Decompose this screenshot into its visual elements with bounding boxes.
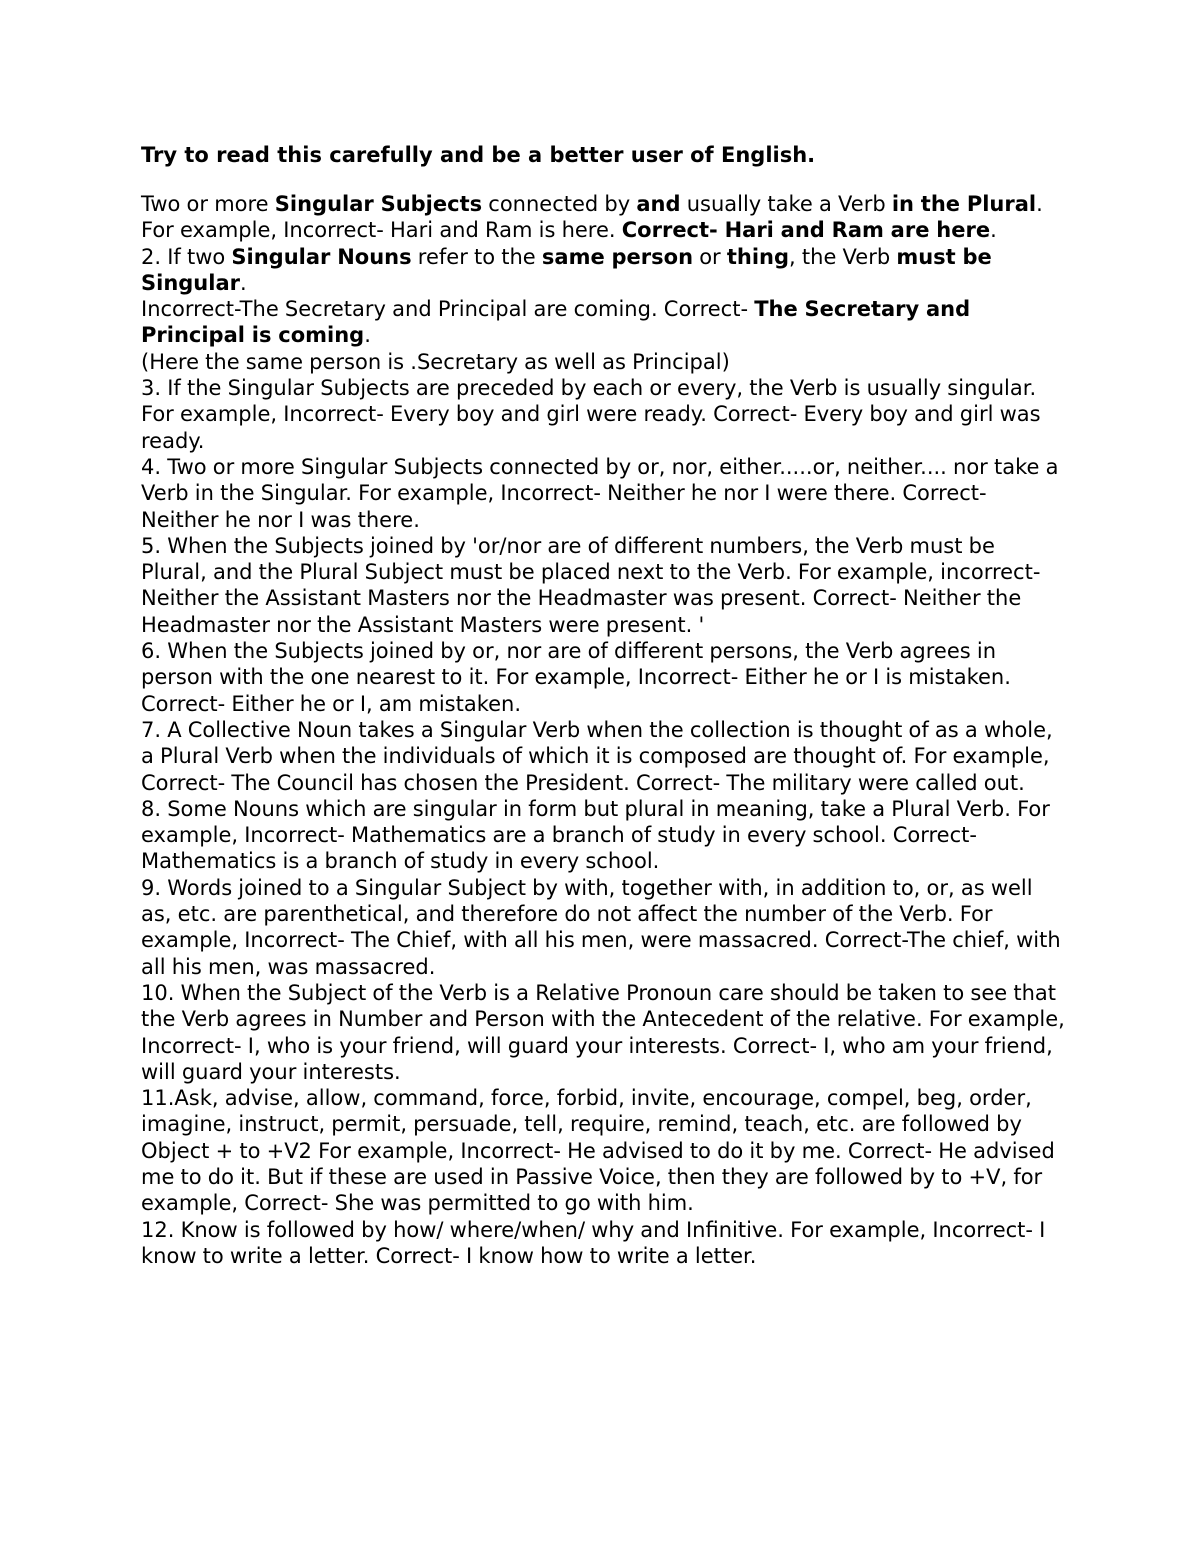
text-segment: 5. When the Subjects joined by 'or/nor are of different numbers, the Verb must be Plural, and the Plural Subject must be placed next to the Verb. For example, incorrect- Neither the Assistant Masters nor the Headmaster was present. Correct- Neither the Headmaster nor the Assistant Masters were present. ' — [141, 533, 1041, 637]
paragraph-rule-2 — [141, 244, 1066, 297]
text-segment: For example, Incorrect- Every boy and girl were ready. Correct- Every boy and girl was ready. — [141, 402, 1041, 453]
text-segment: 2. If two — [141, 244, 232, 269]
bold-text: same person — [541, 244, 694, 269]
paragraph-rule-12 — [141, 1217, 1066, 1270]
text-segment: usually take a Verb — [680, 192, 892, 216]
text-segment: . — [239, 270, 247, 295]
paragraph-rule-2-note — [141, 349, 1066, 375]
bold-text: Singular Nouns — [231, 244, 412, 269]
paragraph-rule-2-example — [141, 296, 1066, 349]
paragraph-rule-7 — [141, 717, 1066, 796]
paragraph-rule-3-example — [141, 401, 1066, 454]
paragraph-rule-1-example — [141, 217, 1066, 243]
paragraph-rule-9 — [141, 875, 1066, 980]
text-segment: . — [1036, 192, 1043, 216]
text-segment: 6. When the Subjects joined by or, nor are of different persons, the Verb agrees in person with the one nearest to it. For example, Incorrect- Either he or I is mistaken. Correct- Either he or I, am mistaken. — [141, 639, 1011, 716]
text-segment: 10. When the Subject of the Verb is a Relative Pronoun care should be taken to see that the Verb agrees in Number and Person with the Antecedent of the relative. For example, Incorrect- I, who is your friend, will guard your interests. Correct- I, who am your friend, will guard your interests. — [141, 980, 1065, 1084]
paragraph-rule-3 — [141, 375, 1066, 401]
text-segment: For example, Incorrect- Hari and Ram is here. — [141, 218, 622, 243]
text-segment: (Here the same person is .Secretary as well as Principal) — [141, 349, 730, 374]
text-segment: , the Verb — [789, 244, 897, 269]
paragraph-rule-4 — [141, 454, 1066, 533]
document-body — [141, 191, 1066, 1269]
bold-text: must be Singular — [141, 244, 992, 295]
text-segment: 12. Know is followed by how/ where/when/ why and Infinitive. For example, Incorrect- I know to write a letter. Correct- I know how to write a letter. — [141, 1217, 1046, 1268]
paragraph-rule-11 — [141, 1085, 1066, 1216]
text-segment: . — [990, 218, 997, 243]
text-segment: 7. A Collective Noun takes a Singular Verb when the collection is thought of as a whole, a Plural Verb when the individuals of which it is composed are thought of. For example, Correct- The Council has chosen the President. Correct- The military were called out. — [141, 717, 1053, 795]
paragraph-rule-6 — [141, 638, 1066, 717]
paragraph-rule-10 — [141, 980, 1066, 1085]
bold-text: Singular Subjects — [274, 192, 483, 216]
bold-text: Correct- Hari and Ram are here — [621, 218, 991, 243]
text-segment: 4. Two or more Singular Subjects connected by or, nor, either.....or, neither.... nor take a Verb in the Singular. For example, Incorrect- Neither he nor I were there. Correct- Neither he nor I was there. — [141, 454, 1059, 532]
text-segment: Two or more — [141, 192, 275, 216]
paragraph-rule-5 — [141, 533, 1066, 638]
paragraph-rule-8 — [141, 796, 1066, 875]
bold-text: thing — [726, 244, 790, 269]
text-segment: . — [364, 323, 371, 348]
text-segment: 11.Ask, advise, allow, command, force, forbid, invite, encourage, compel, beg, order, imagine, instruct, permit, persuade, tell, require, remind, teach, etc. are followed by Object + to +V2 For example, Incorrect- He advised to do it by me. Correct- He advised me to do it. But if these are used in Passive Voice, then they are followed by to +V, for example, Correct- She was permitted to go with him. — [141, 1086, 1055, 1216]
bold-text: in the Plural — [891, 192, 1037, 216]
text-segment: 9. Words joined to a Singular Subject by with, together with, in addition to, or, as well as, etc. are parenthetical, and therefore do not affect the number of the Verb. For example, Incorrect- The Chief, with all his men, were massacred. Correct-The chief, with all his men, was massacred. — [141, 875, 1061, 979]
bold-text: and — [636, 192, 681, 216]
text-segment: Incorrect-The Secretary and Principal are coming. Correct- — [141, 297, 755, 322]
text-segment: 3. If the Singular Subjects are preceded by each or every, the Verb is usually singular. — [141, 376, 1037, 401]
document-title: Try to read this carefully and be a better user of English. — [141, 143, 816, 167]
bold-text: The Secretary and Principal is coming — [141, 297, 971, 348]
text-segment: or — [693, 244, 727, 269]
paragraph-rule-1 — [141, 191, 1066, 217]
text-segment: refer to the — [411, 244, 542, 269]
document-page — [141, 140, 1066, 1269]
text-segment: connected by — [482, 192, 637, 216]
text-segment: 8. Some Nouns which are singular in form but plural in meaning, take a Plural Verb. For example, Incorrect- Mathematics are a branch of study in every school. Correct- Mathematics is a branch of study in every school. — [141, 796, 1050, 874]
